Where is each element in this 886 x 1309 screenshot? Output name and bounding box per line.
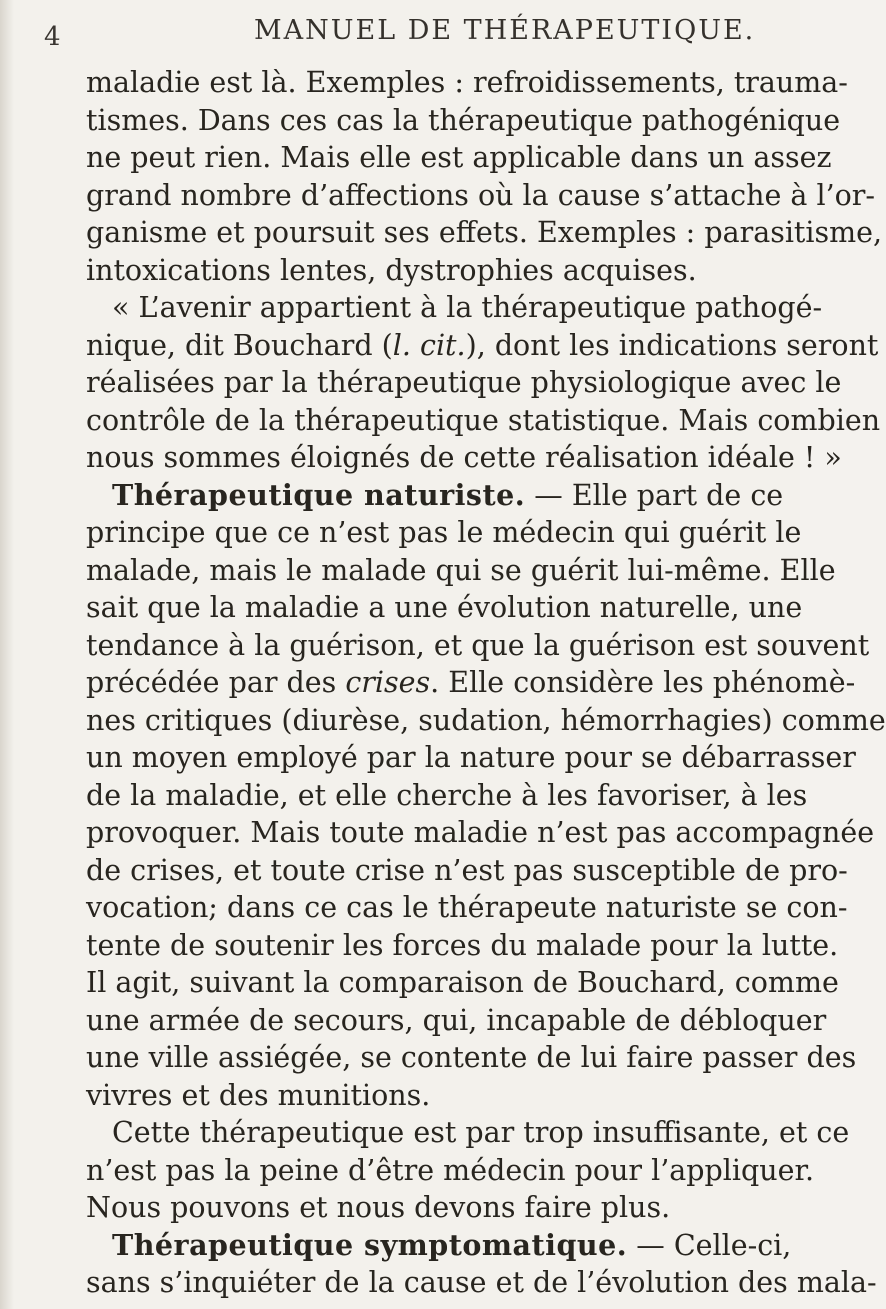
- text-line: tente de soutenir les forces du malade pour la lutte.: [86, 928, 839, 962]
- text-line: une armée de secours, qui, incapable de débloquer: [86, 1003, 827, 1037]
- text-line: n’est pas la peine d’être médecin pour l’appliquer.: [86, 1153, 815, 1187]
- text-segment: nique, dit Bouchard (: [86, 328, 393, 362]
- running-head: [0, 6, 800, 52]
- text-line: tismes. Dans ces cas la thérapeutique pathogénique: [86, 103, 841, 137]
- text-line: vocation; dans ce cas le thérapeute naturiste se con-: [86, 891, 848, 924]
- text-line: sans s’inquiéter de la cause et de l’évolution des mala-: [86, 1266, 877, 1299]
- text-line: maladie est là. Exemples : refroidissements, trauma-: [86, 66, 848, 99]
- text-line: [86, 327, 879, 365]
- text-line: « L’avenir appartient à la thérapeutique pathogé-: [112, 291, 823, 324]
- body-text: [86, 64, 886, 1302]
- text-line: [86, 664, 856, 702]
- page-gutter-shadow: [0, 0, 14, 1309]
- text-line: malade, mais le malade qui se guérit lui-même. Elle: [86, 553, 836, 587]
- text-line: ne peut rien. Mais elle est applicable dans un assez: [86, 141, 832, 174]
- text-line: réalisées par la thérapeutique physiologique avec le: [86, 366, 842, 399]
- text-line: nous sommes éloignés de cette réalisation idéale ! »: [86, 441, 842, 474]
- section-heading-naturiste: Thérapeutique naturiste.: [112, 477, 526, 512]
- text-segment: — Celle-ci,: [627, 1228, 792, 1262]
- text-line: un moyen employé par la nature pour se débarrasser: [86, 741, 856, 774]
- text-line: une ville assiégée, se contente de lui faire passer des: [86, 1041, 857, 1074]
- section-heading-symptomatique: Thérapeutique symptomatique.: [112, 1227, 628, 1262]
- text-segment: — Elle part de ce: [525, 478, 784, 512]
- text-segment: . Elle considère les phénomè-: [430, 666, 856, 699]
- page-number: 4: [44, 22, 61, 52]
- text-line: vivres et des munitions.: [86, 1078, 431, 1112]
- text-line: de crises, et toute crise n’est pas susceptible de pro-: [86, 853, 848, 887]
- text-line: Nous pouvons et nous devons faire plus.: [86, 1191, 671, 1224]
- text-line: Cette thérapeutique est par trop insuffisante, et ce: [112, 1116, 850, 1149]
- text-line: provoquer. Mais toute maladie n’est pas accompagnée: [86, 816, 875, 849]
- text-line: grand nombre d’affections où la cause s’attache à l’or-: [86, 178, 876, 212]
- section-heading-line: [86, 477, 784, 515]
- text-segment: précédée par des: [86, 666, 346, 699]
- emphasis-crises: crises: [345, 666, 431, 699]
- text-line: nes critiques (diurèse, sudation, hémorrhagies) comme: [86, 703, 886, 737]
- text-segment: ), dont les indications seront: [465, 328, 879, 362]
- text-line: de la maladie, et elle cherche à les favoriser, à les: [86, 778, 808, 812]
- section-heading-line: [86, 1227, 792, 1265]
- text-line: sait que la maladie a une évolution naturelle, une: [86, 591, 803, 624]
- text-line: tendance à la guérison, et que la guérison est souvent: [86, 628, 870, 662]
- text-line: principe que ce n’est pas le médecin qui guérit le: [86, 516, 802, 549]
- text-line: ganisme et poursuit ses effets. Exemples : parasitisme,: [86, 216, 883, 249]
- text-line: contrôle de la thérapeutique statistique. Mais combien: [86, 403, 881, 437]
- text-line: intoxications lentes, dystrophies acquises.: [86, 253, 697, 287]
- running-title: MANUEL DE THÉRAPEUTIQUE.: [254, 15, 756, 46]
- text-line: Il agit, suivant la comparaison de Bouchard, comme: [86, 966, 839, 999]
- citation-abbrev: l. cit.: [392, 328, 466, 362]
